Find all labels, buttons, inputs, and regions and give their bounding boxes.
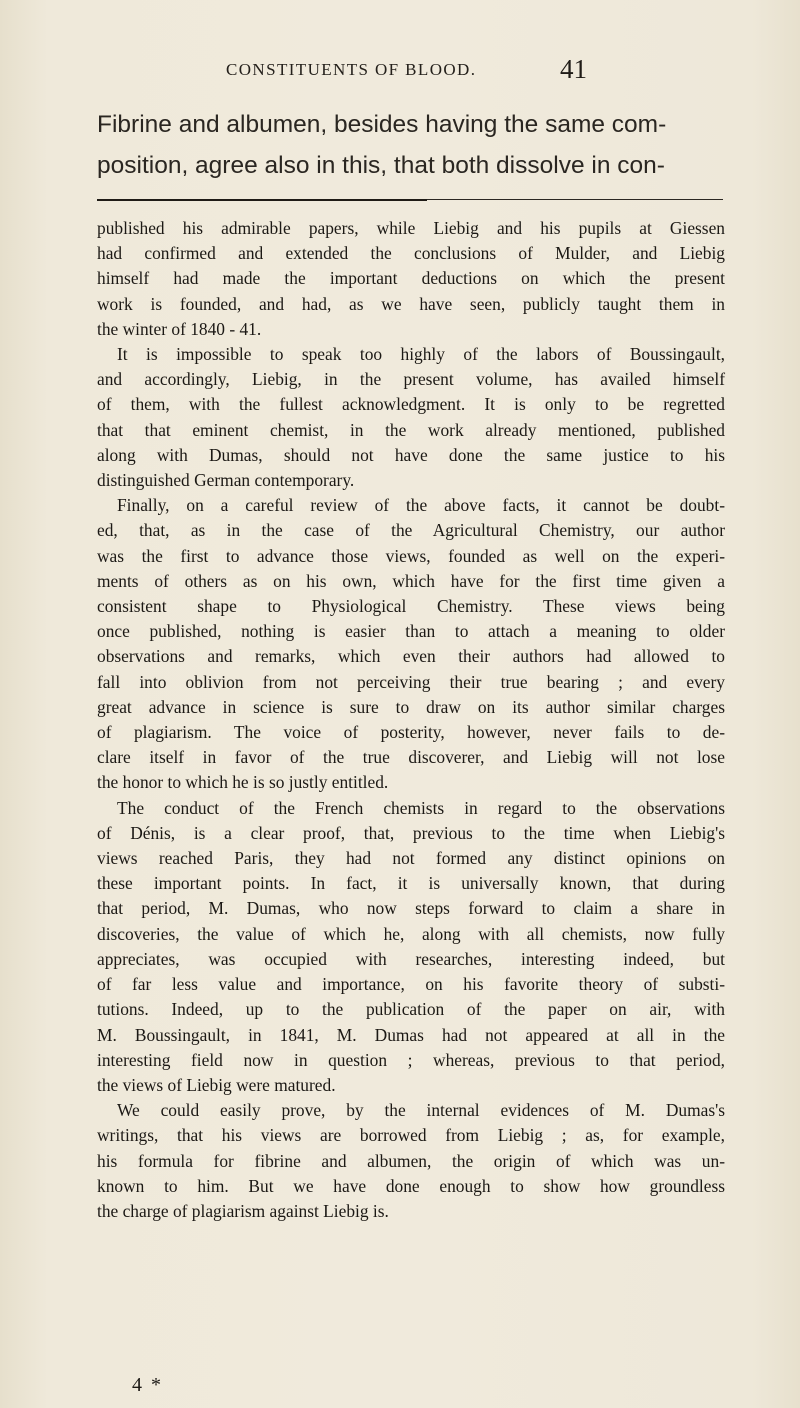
footnote-line: writings, that his views are borrowed from Liebig ; as, for example, — [97, 1125, 725, 1146]
footnote-line: had confirmed and extended the conclusions of Mulder, and Liebig — [97, 243, 725, 264]
footnote-line: the winter of 1840 - 41. — [97, 318, 262, 339]
footnote-line: interesting field now in question ; whereas, previous to that period, — [97, 1049, 725, 1070]
footnote-line: great advance in science is sure to draw on its author similar charges — [97, 696, 725, 717]
footnote-line: tutions. Indeed, up to the publication of the paper on air, with — [97, 999, 725, 1020]
footnote-line: once published, nothing is easier than to attach a meaning to older — [97, 621, 725, 642]
footnote-line: along with Dumas, should not have done the same justice to his — [97, 444, 725, 465]
page-number: 41 — [560, 54, 587, 84]
footnote-line: fall into oblivion from not perceiving their true bearing ; and every — [97, 671, 725, 692]
footnote — [97, 216, 725, 1224]
footnote-line: and accordingly, Liebig, in the present volume, has availed himself — [97, 369, 725, 390]
footnote-line: ments of others as on his own, which have for the first time given a — [97, 570, 725, 591]
footnote-line: discoveries, the value of which he, along with all chemists, now fully — [97, 923, 725, 944]
running-head — [0, 54, 800, 88]
footnote-line: appreciates, was occupied with researches, interesting indeed, but — [97, 948, 725, 969]
main-text-line: position, agree also in this, that both dissolve in con- — [97, 152, 665, 179]
footnote-line: the honor to which he is so justly entitled. — [97, 772, 389, 793]
footnote-line: consistent shape to Physiological Chemistry. These views being — [97, 596, 725, 617]
running-title: CONSTITUENTS OF BLOOD. — [226, 60, 477, 79]
footnote-line: these important points. In fact, it is universally known, that during — [97, 873, 725, 894]
footnote-line: clare itself in favor of the true discoverer, and Liebig will not lose — [97, 747, 725, 768]
footnote-line: observations and remarks, which even their authors had allowed to — [97, 646, 725, 667]
footnote-line: the views of Liebig were matured. — [97, 1074, 336, 1095]
footnote-line: Finally, on a careful review of the above facts, it cannot be doubt- — [117, 495, 725, 516]
footnote-line: of far less value and importance, on his favorite theory of substi- — [97, 974, 725, 995]
footnote-line: his formula for fibrine and albumen, the origin of which was un- — [97, 1150, 725, 1171]
footnote-line: that that eminent chemist, in the work already mentioned, published — [97, 419, 725, 440]
footnote-line: of plagiarism. The voice of posterity, however, never fails to de- — [97, 722, 725, 743]
main-text-line: Fibrine and albumen, besides having the same com- — [97, 111, 667, 138]
footnote-line: The conduct of the French chemists in regard to the observations — [117, 797, 725, 818]
footnote-line: ed, that, as in the case of the Agricultural Chemistry, our author — [97, 520, 725, 541]
footnote-line: himself had made the important deductions on which the present — [97, 268, 725, 289]
footnote-line: known to him. But we have done enough to show how groundless — [97, 1175, 725, 1196]
footnote-line: distinguished German contemporary. — [97, 470, 355, 491]
footnote-line: It is impossible to speak too highly of the labors of Boussingault, — [117, 344, 725, 365]
footnote-line: of them, with the fullest acknowledgment. It is only to be regretted — [97, 394, 725, 415]
footnote-line: that period, M. Dumas, who now steps forward to claim a share in — [97, 898, 725, 919]
footnote-line: M. Boussingault, in 1841, M. Dumas had not appeared at all in the — [97, 1024, 725, 1045]
signature-mark: 4 * — [132, 1374, 163, 1396]
footnote-rule-accent — [97, 199, 427, 201]
footnote-line: the charge of plagiarism against Liebig is. — [97, 1200, 389, 1221]
footnote-line: work is founded, and had, as we have seen, publicly taught them in — [97, 293, 725, 314]
footnote-line: published his admirable papers, while Liebig and his pupils at Giessen — [97, 218, 725, 238]
footnote-line: of Dénis, is a clear proof, that, previous to the time when Liebig's — [97, 822, 725, 843]
main-text — [97, 104, 722, 186]
footnote-line: views reached Paris, they had not formed any distinct opinions on — [97, 848, 725, 869]
footnote-line: was the first to advance those views, founded as well on the experi- — [97, 545, 725, 566]
footnote-line: We could easily prove, by the internal evidences of M. Dumas's — [117, 1100, 725, 1121]
